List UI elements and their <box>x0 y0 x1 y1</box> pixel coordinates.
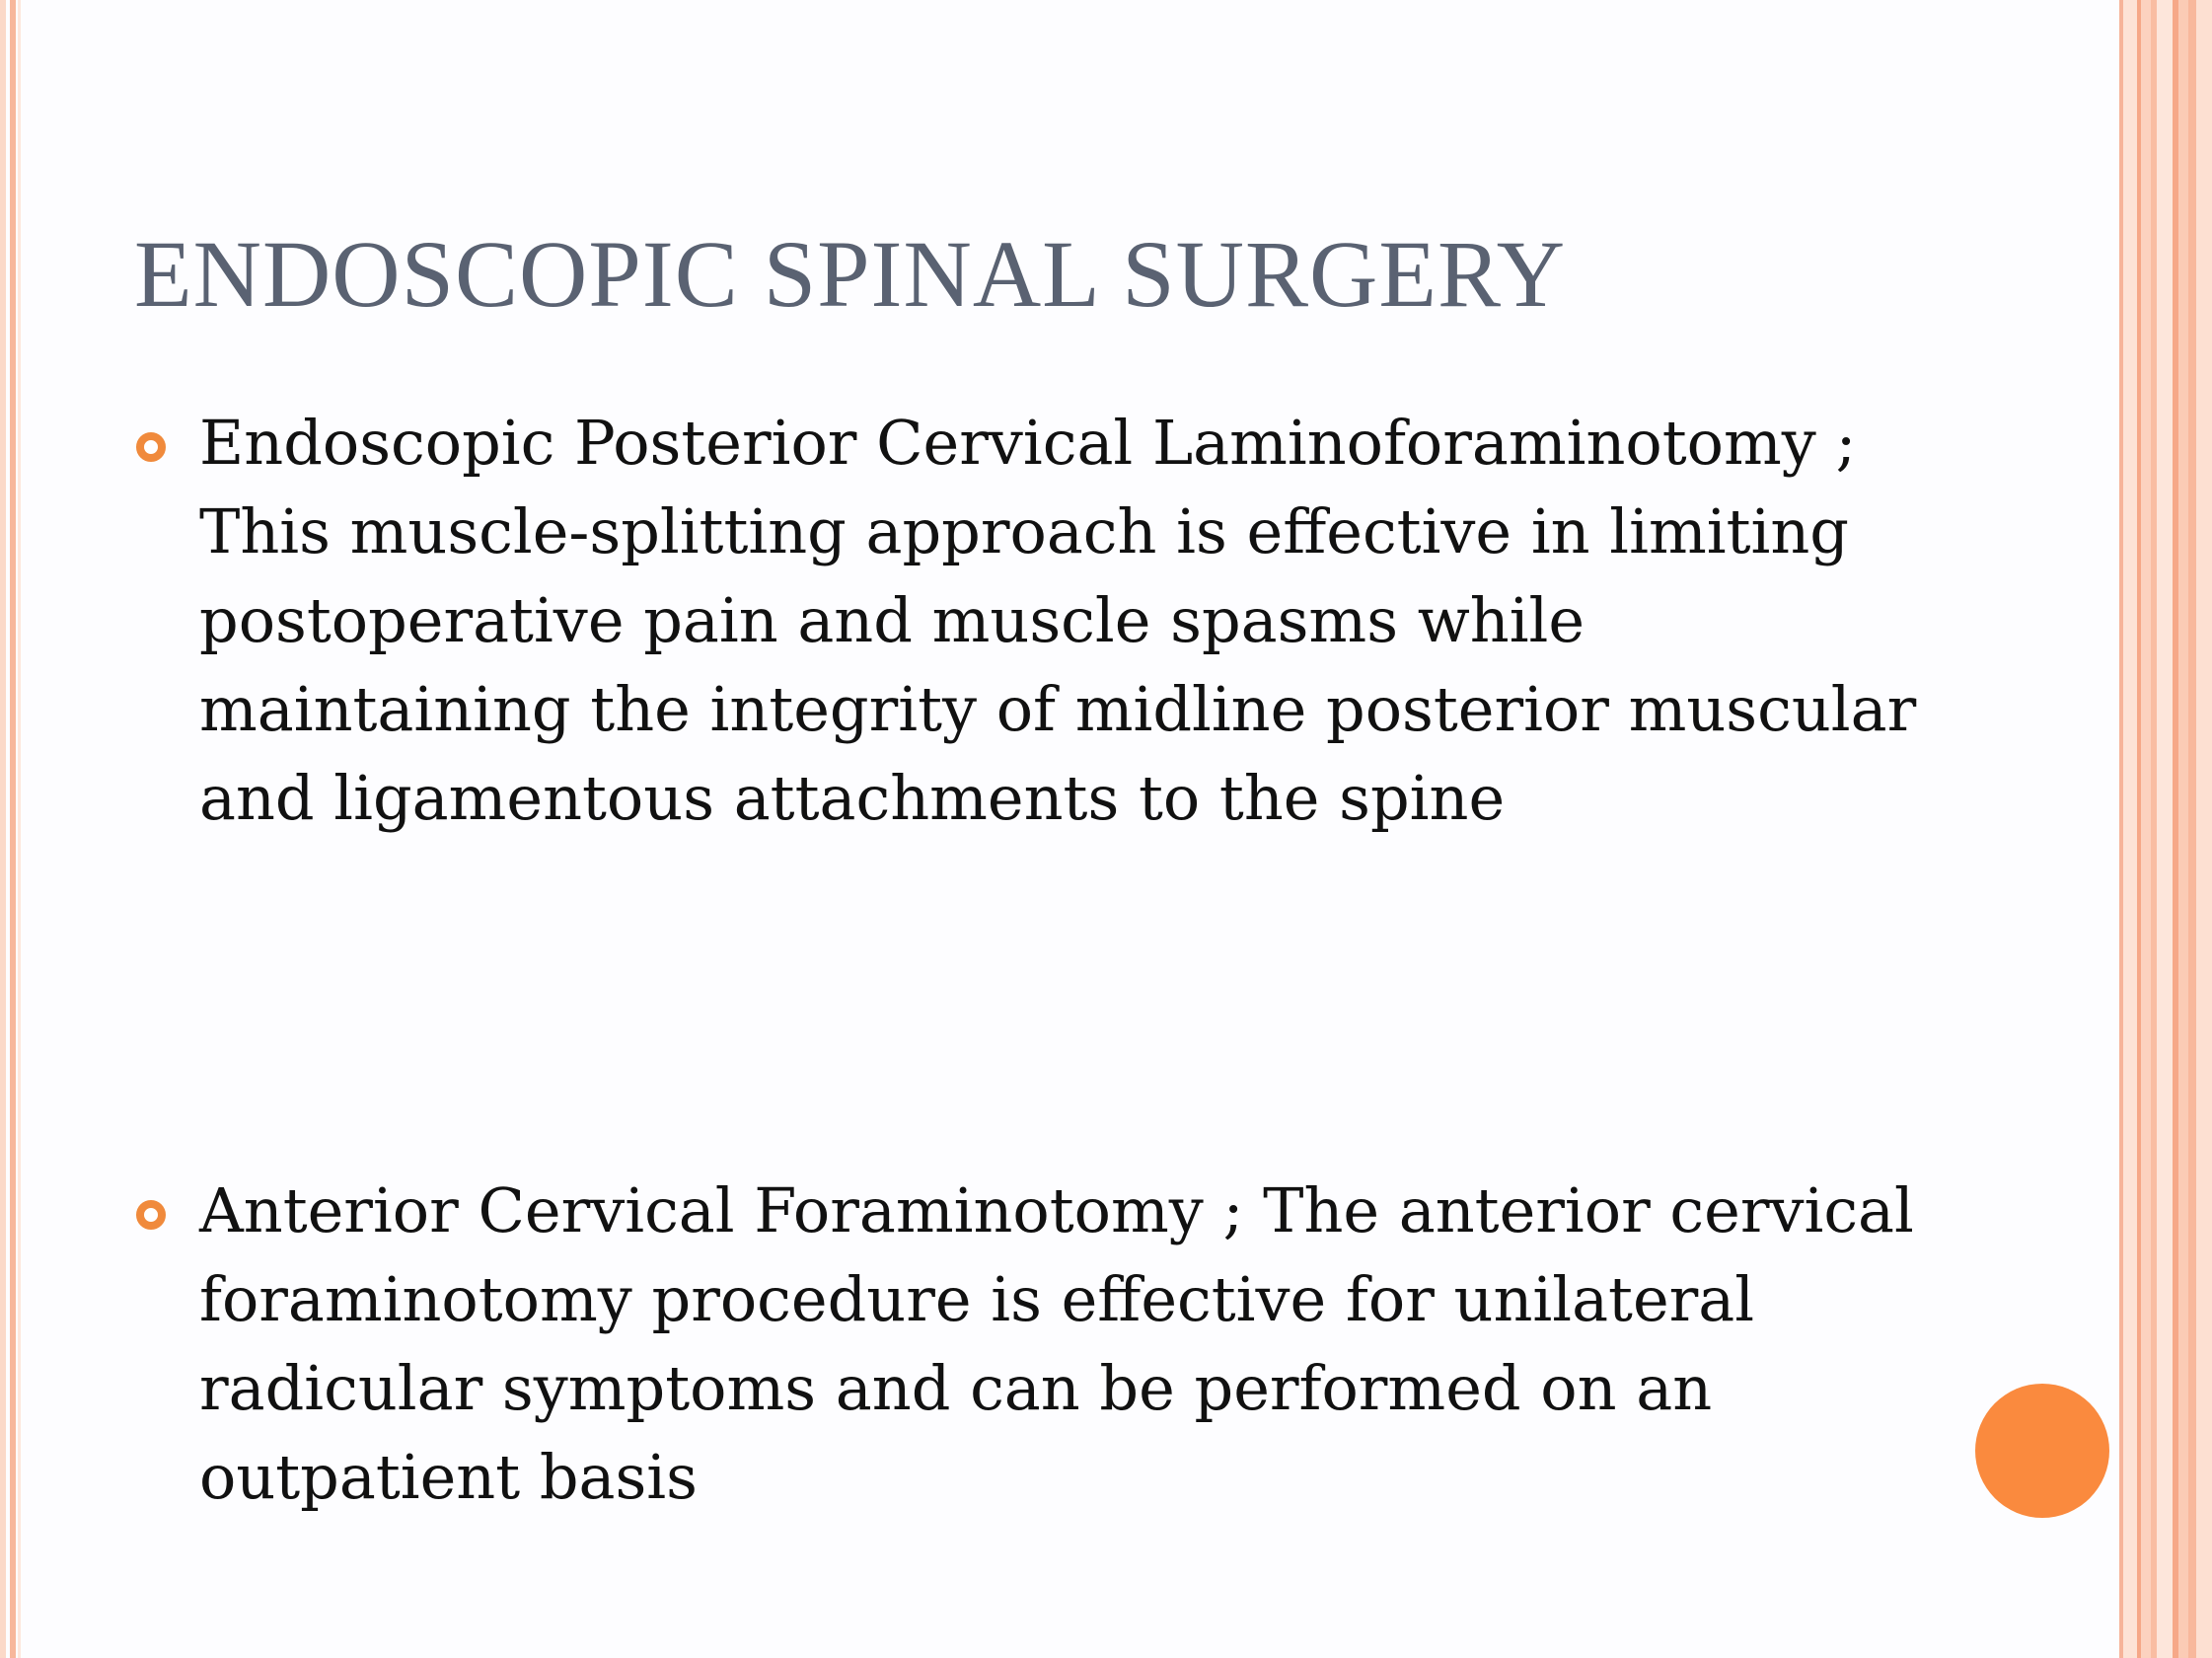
left-border-decoration <box>0 0 24 1658</box>
right-border-decoration <box>2119 0 2212 1658</box>
orange-circle-decoration <box>1975 1384 2109 1518</box>
slide-title: ENDOSCOPIC SPINAL SURGERY <box>134 221 1567 327</box>
bullet-text: Endoscopic Posterior Cervical Laminoforaminotomy ; This muscle-splitting approach is effective in limiting postoperative pain and muscle spasms while maintaining the integrity of midline posterior muscular and ligamentous attachments to the spine <box>199 407 1917 834</box>
hollow-circle-icon <box>136 1200 166 1230</box>
bullet-text: Anterior Cervical Foraminotomy ; The anterior cervical foraminotomy procedure is effective for unilateral radicular symptoms and can be performed on an outpatient basis <box>199 1174 1914 1513</box>
hollow-circle-icon <box>136 432 166 462</box>
